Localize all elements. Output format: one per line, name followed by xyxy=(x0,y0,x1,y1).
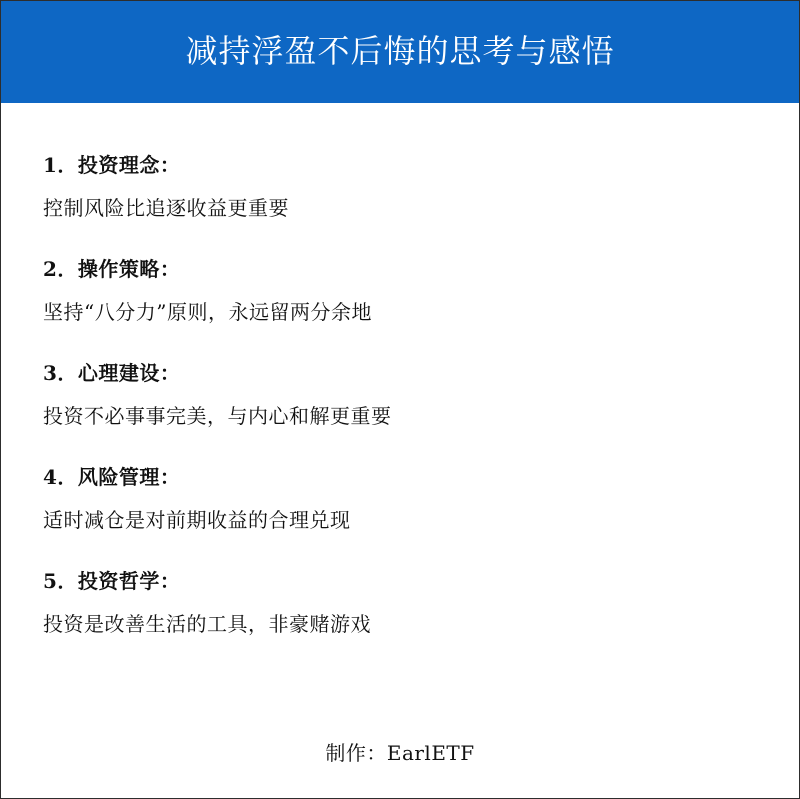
section-body: 适时减仓是对前期收益的合理兑现 xyxy=(43,508,351,532)
section-heading: 2．操作策略： xyxy=(43,257,181,281)
section-heading: 3．心理建设： xyxy=(43,361,181,385)
section-list xyxy=(43,151,763,671)
section-item xyxy=(43,255,763,359)
section-item xyxy=(43,567,763,671)
section-item xyxy=(43,463,763,567)
section-body: 控制风险比追逐收益更重要 xyxy=(43,196,289,220)
page-title: 减持浮盈不后悔的思考与感悟 xyxy=(185,32,615,70)
section-heading: 4．风险管理： xyxy=(43,465,181,489)
header-banner xyxy=(1,1,799,103)
section-body: 投资不必事事完美，与内心和解更重要 xyxy=(43,404,392,428)
section-heading: 1．投资理念： xyxy=(43,153,181,177)
section-body: 投资是改善生活的工具，非豪赌游戏 xyxy=(43,612,371,636)
section-body: 坚持“八分力”原则，永远留两分余地 xyxy=(43,300,372,324)
footer-credit: 制作：EarlETF xyxy=(325,741,475,765)
section-heading: 5．投资哲学： xyxy=(43,569,181,593)
section-item xyxy=(43,359,763,463)
section-item xyxy=(43,151,763,255)
